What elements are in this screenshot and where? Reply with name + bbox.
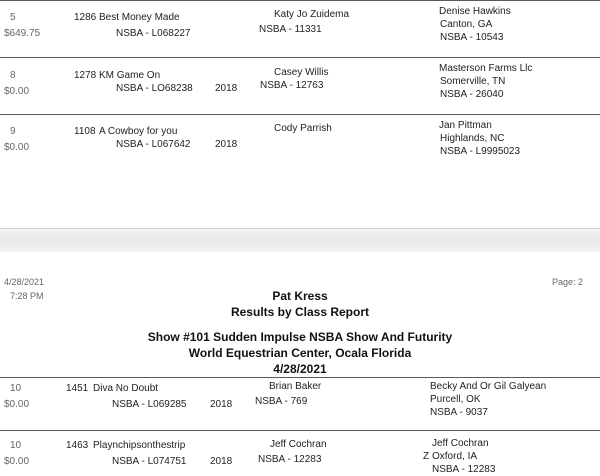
horse-name: A Cowboy for you	[99, 126, 178, 137]
entry-earnings: $649.75	[4, 28, 41, 39]
owner-registration: NSBA - 12283	[432, 464, 496, 475]
owner-location: Purcell, OK	[430, 394, 481, 405]
foal-year: 2018	[210, 456, 233, 467]
horse-registration: NSBA - LO68238	[116, 83, 193, 94]
rider-registration: NSBA - 11331	[259, 24, 322, 35]
owner-registration: NSBA - 10543	[440, 32, 504, 43]
horse-registration: NSBA - L069285	[112, 399, 187, 410]
rider-registration: NSBA - 12283	[258, 454, 322, 465]
report-author: Pat Kress	[272, 289, 328, 303]
horse-name: Playnchipsonthestrip	[93, 440, 186, 451]
owner-location: Somerville, TN	[440, 76, 506, 87]
owner-location: Highlands, NC	[440, 133, 505, 144]
foal-year: 2018	[215, 139, 238, 150]
entry-place: 10	[10, 440, 22, 451]
print-date: 4/28/2021	[4, 277, 45, 287]
horse-name: Best Money Made	[99, 12, 180, 23]
owner-location: Oxford, IA	[432, 451, 478, 462]
page-number: Page: 2	[552, 277, 584, 287]
show-title: Show #101 Sudden Impulse NSBA Show And Futurity	[147, 330, 453, 344]
entry-place: 5	[10, 12, 16, 23]
entry-earnings: $0.00	[4, 399, 30, 410]
foal-year: 2018	[210, 399, 233, 410]
entry-number: 1463	[66, 440, 89, 451]
owner-flag: Z	[423, 451, 430, 462]
rider-name: Casey Willis	[274, 67, 329, 78]
owner-name: Becky And Or Gil Galyean	[430, 381, 547, 392]
owner-location: Canton, GA	[440, 19, 493, 30]
rider-name: Cody Parrish	[274, 123, 332, 134]
rider-registration: NSBA - 769	[255, 396, 308, 407]
report-page-2	[0, 252, 600, 476]
entry-earnings: $0.00	[4, 456, 30, 467]
rider-registration: NSBA - 12763	[260, 80, 324, 91]
report-page-1	[0, 0, 600, 228]
owner-name: Denise Hawkins	[439, 6, 511, 17]
page-break	[0, 228, 600, 254]
horse-registration: NSBA - L068227	[116, 28, 191, 39]
rider-name: Katy Jo Zuidema	[274, 9, 350, 20]
row-divider	[0, 114, 600, 115]
entry-place: 8	[10, 70, 16, 81]
owner-registration: NSBA - L9995023	[440, 146, 521, 157]
entry-earnings: $0.00	[4, 86, 30, 97]
foal-year: 2018	[215, 83, 238, 94]
entry-number: 1278	[74, 70, 97, 81]
horse-registration: NSBA - L067642	[116, 139, 191, 150]
entry-number: 1451	[66, 383, 89, 394]
entry-number: 1108	[74, 126, 96, 137]
owner-name: Jeff Cochran	[432, 438, 489, 449]
report-title: Results by Class Report	[230, 305, 370, 319]
entry-earnings: $0.00	[4, 142, 30, 153]
rider-name: Jeff Cochran	[270, 439, 327, 450]
entry-place: 9	[10, 126, 16, 137]
horse-name: KM Game On	[99, 70, 161, 81]
horse-name: Diva No Doubt	[93, 383, 159, 394]
entry-place: 10	[10, 383, 22, 394]
show-venue: World Equestrian Center, Ocala Florida	[188, 346, 412, 360]
owner-registration: NSBA - 9037	[430, 407, 488, 418]
rider-name: Brian Baker	[269, 381, 322, 392]
show-date: 4/28/2021	[273, 362, 327, 376]
entry-number: 1286	[74, 12, 97, 23]
owner-name: Masterson Farms Llc	[439, 63, 533, 74]
row-divider	[0, 377, 600, 378]
row-divider	[0, 430, 600, 431]
row-divider	[0, 57, 600, 58]
owner-registration: NSBA - 26040	[440, 89, 504, 100]
horse-registration: NSBA - L074751	[112, 456, 187, 467]
row-divider	[0, 0, 600, 1]
owner-name: Jan Pittman	[439, 120, 492, 131]
print-time: 7:28 PM	[10, 291, 44, 301]
